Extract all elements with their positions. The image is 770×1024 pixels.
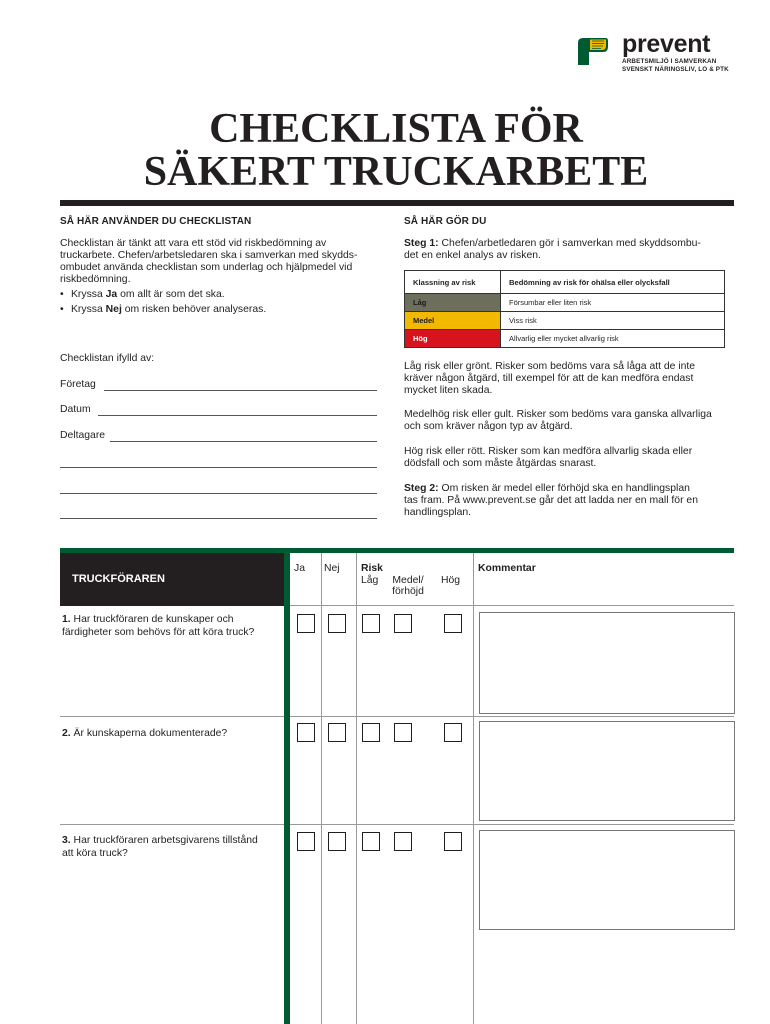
- q1-comment-field[interactable]: [479, 612, 735, 714]
- column-risk-medium: Medel/ förhöjd: [392, 575, 424, 597]
- filled-by-label: Checklistan ifylld av:: [60, 353, 155, 364]
- participants-field[interactable]: [110, 441, 377, 442]
- column-yes: Ja: [294, 563, 305, 574]
- q1-yes-checkbox[interactable]: [297, 614, 315, 633]
- question-3: 3. Har truckföraren arbetsgivarens tillstånd att köra truck?: [62, 835, 258, 859]
- high-risk-text: Hög risk eller rött. Risker som kan medföra allvarlig skada eller dödsfall och som måste åtgärdas snarast.: [404, 446, 693, 469]
- title-divider: [60, 200, 734, 206]
- column-comment: Kommentar: [478, 563, 536, 574]
- q2-risk-low-checkbox[interactable]: [362, 723, 380, 742]
- bullet-yes: • Kryssa Ja om allt är som det ska.: [60, 287, 266, 302]
- page-title: CHECKLISTA FÖR SÄKERT TRUCKARBETE: [143, 106, 649, 195]
- grid-hline: [290, 824, 734, 825]
- column-risk-low: Låg: [361, 575, 379, 586]
- step1-text: Steg 1: Chefen/arbetledaren gör i samverkan med skyddsombu- det en enkel analys av risken.: [404, 238, 701, 261]
- risk-table-header-assessment: Bedömning av risk för ohälsa eller olycksfall: [501, 271, 725, 294]
- risk-desc-medium: Viss risk: [501, 312, 725, 330]
- q3-no-checkbox[interactable]: [328, 832, 346, 851]
- column-risk-high: Hög: [441, 575, 461, 586]
- risk-level-medium: Medel: [405, 312, 501, 330]
- participants-field-line-4[interactable]: [60, 518, 377, 519]
- risk-classification-table: [404, 270, 725, 348]
- grid-hline: [60, 716, 284, 717]
- q3-risk-medium-checkbox[interactable]: [394, 832, 412, 851]
- q2-risk-high-checkbox[interactable]: [444, 723, 462, 742]
- grid-vline: [356, 553, 357, 1024]
- q2-no-checkbox[interactable]: [328, 723, 346, 742]
- howto-heading: SÅ HÄR GÖR DU: [404, 216, 487, 227]
- risk-level-high: Hög: [405, 330, 501, 348]
- q2-comment-field[interactable]: [479, 721, 735, 821]
- participants-label: Deltagare: [60, 430, 106, 441]
- q1-risk-medium-checkbox[interactable]: [394, 614, 412, 633]
- grid-hline: [290, 605, 734, 606]
- date-label: Datum: [60, 404, 91, 415]
- q3-risk-high-checkbox[interactable]: [444, 832, 462, 851]
- column-risk: Risk: [361, 563, 383, 574]
- medium-risk-text: Medelhög risk eller gult. Risker som bedöms vara ganska allvarliga och som kräver någon typ av åtgärd.: [404, 409, 712, 432]
- company-label: Företag: [60, 379, 96, 390]
- instructions-intro: Checklistan är tänkt att vara ett stöd vid riskbedömning av truckarbete. Chefen/arbetsledaren ska i samverkan med skydds- ombudet använda checklistan som underlag och hjälpmedel vid riskbedömning.: [60, 238, 358, 285]
- q3-risk-low-checkbox[interactable]: [362, 832, 380, 851]
- q2-risk-medium-checkbox[interactable]: [394, 723, 412, 742]
- date-field[interactable]: [98, 415, 377, 416]
- question-2: 2. Är kunskaperna dokumenterade?: [62, 728, 228, 739]
- question-1: 1. Har truckföraren de kunskaper och färdigheter som behövs för att köra truck?: [62, 614, 255, 638]
- section-header: TRUCKFÖRAREN: [60, 553, 284, 606]
- instructions-heading: SÅ HÄR ANVÄNDER DU CHECKLISTAN: [60, 216, 252, 227]
- logo-tagline: ARBETSMILJÖ I SAMVERKAN SVENSKT NÄRINGSLIV, LO & PTK: [622, 58, 729, 73]
- instructions-bullets: [60, 287, 266, 317]
- risk-desc-high: Allvarlig eller mycket allvarlig risk: [501, 330, 725, 348]
- bullet-no: • Kryssa Nej om risken behöver analyseras.: [60, 302, 266, 317]
- grid-vline: [473, 553, 474, 1024]
- grid-hline: [290, 716, 734, 717]
- column-no: Nej: [324, 563, 340, 574]
- risk-level-low: Låg: [405, 294, 501, 312]
- q1-risk-low-checkbox[interactable]: [362, 614, 380, 633]
- grid-vline: [321, 553, 322, 1024]
- step2-text: Steg 2: Om risken är medel eller förhöjd ska en handlingsplan tas fram. På www.prevent.se går det att ladda ner en mall för en handlingsplan.: [404, 483, 698, 518]
- prevent-logo-icon: [578, 38, 608, 65]
- low-risk-text: Låg risk eller grönt. Risker som bedöms vara så låga att de inte kräver någon åtgärd, till exempel för att de kan medföra endast mycket liten skada.: [404, 361, 696, 396]
- q3-comment-field[interactable]: [479, 830, 735, 930]
- checklist-divider-bar: [284, 553, 290, 1024]
- participants-field-line-3[interactable]: [60, 493, 377, 494]
- participants-field-line-2[interactable]: [60, 467, 377, 468]
- q2-yes-checkbox[interactable]: [297, 723, 315, 742]
- grid-hline: [60, 824, 284, 825]
- q1-risk-high-checkbox[interactable]: [444, 614, 462, 633]
- q1-no-checkbox[interactable]: [328, 614, 346, 633]
- q3-yes-checkbox[interactable]: [297, 832, 315, 851]
- risk-desc-low: Försumbar eller liten risk: [501, 294, 725, 312]
- company-field[interactable]: [104, 390, 377, 391]
- logo-wordmark: prevent: [622, 30, 711, 58]
- risk-table-header-class: Klassning av risk: [405, 271, 501, 294]
